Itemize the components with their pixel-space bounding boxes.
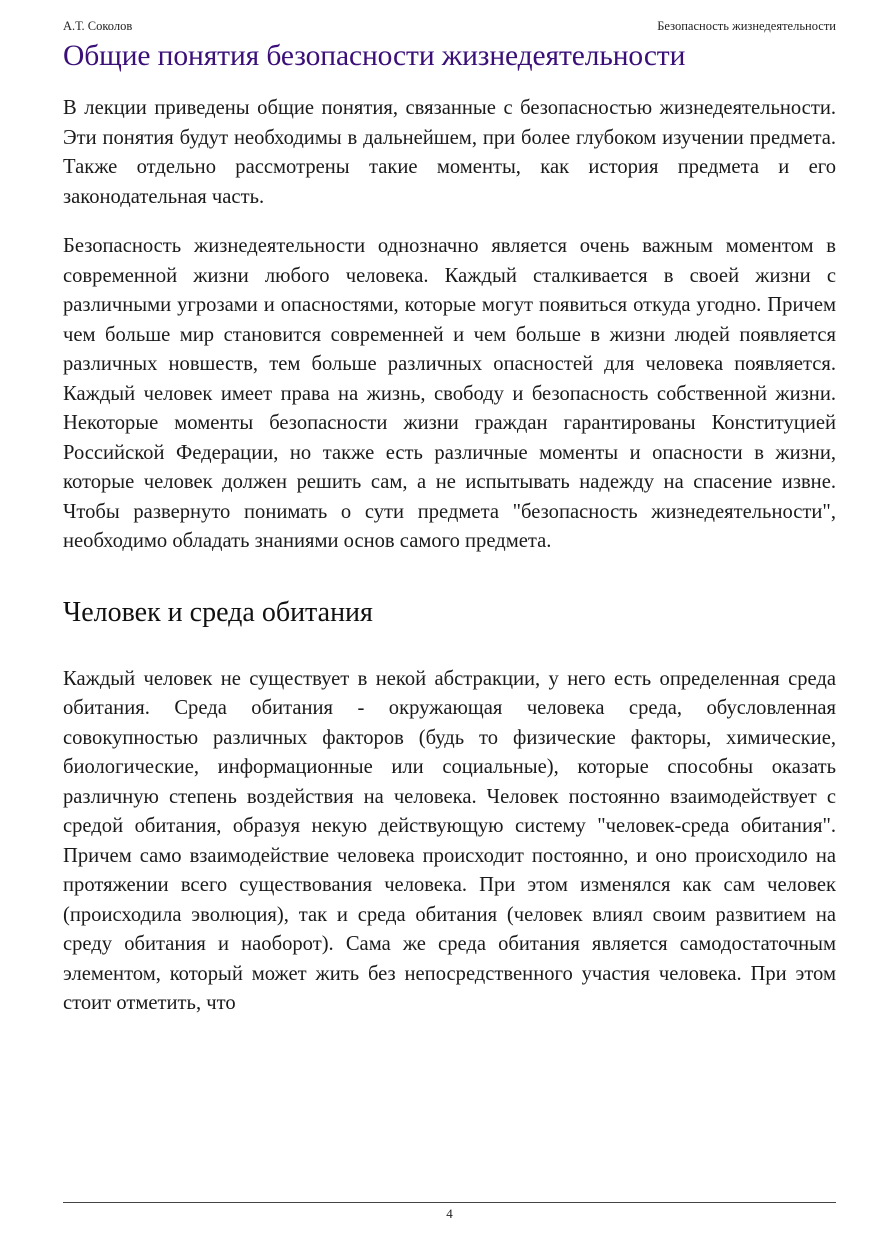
page-number: 4 <box>446 1206 453 1221</box>
paragraph-intro: В лекции приведены общие понятия, связанные с безопасностью жизнедеятельности. Эти понятия будут необходимы в дальнейшем, при более глубоком изучении предмета. Также отдельно рассмотрены такие моменты, как история предмета и его законодательная часть. <box>63 97 836 208</box>
footer-divider <box>63 1202 836 1203</box>
header-author: А.Т. Соколов <box>63 19 133 33</box>
page-title: Общие понятия безопасности жизнедеятельности <box>63 40 686 72</box>
section-heading: Человек и среда обитания <box>63 596 373 628</box>
paragraph-environment: Каждый человек не существует в некой абстракции, у него есть определенная среда обитания. Среда обитания - окружающая человека среда, обусловленная совокупностью различных факторов (будь то физические факторы, химические, биологические, информационные или социальные), которые способны оказать различную степень воздействия на человека. Человек постоянно взаимодействует с средой обитания, образуя некую действующую систему "человек-среда обитания". Причем само взаимодействие человека происходит постоянно, и оно происходило на протяжении всего существования человека. При этом изменялся как сам человек (происходила эволюция), так и среда обитания (человек влиял своим развитием на среду обитания и наоборот). Сама же среда обитания является самодостаточным элементом, который может жить без непосредственного участия человека. При этом стоит отметить, что <box>63 667 836 1014</box>
running-header <box>63 17 836 35</box>
paragraph-importance: Безопасность жизнедеятельности однозначно является очень важным моментом в современной жизни любого человека. Каждый сталкивается в своей жизни с различными угрозами и опасностями, которые могут появиться откуда угодно. Причем чем больше мир становится современней и чем больше в жизни людей появляется различных новшеств, тем больше различных опасностей для человека появляется. Каждый человек имеет права на жизнь, свободу и безопасность собственной жизни. Некоторые моменты безопасности жизни граждан гарантированы Конституцией Российской Федерации, но также есть различные моменты и опасности в жизни, которые человек должен решить сам, а не испытывать надежду на спасение извне. Чтобы развернуто понимать о сути предмета "безопасность жизнедеятельности", необходимо обладать знаниями основ самого предмета. <box>63 235 836 552</box>
header-subject: Безопасность жизнедеятельности <box>657 19 836 33</box>
page-content <box>63 36 836 1019</box>
